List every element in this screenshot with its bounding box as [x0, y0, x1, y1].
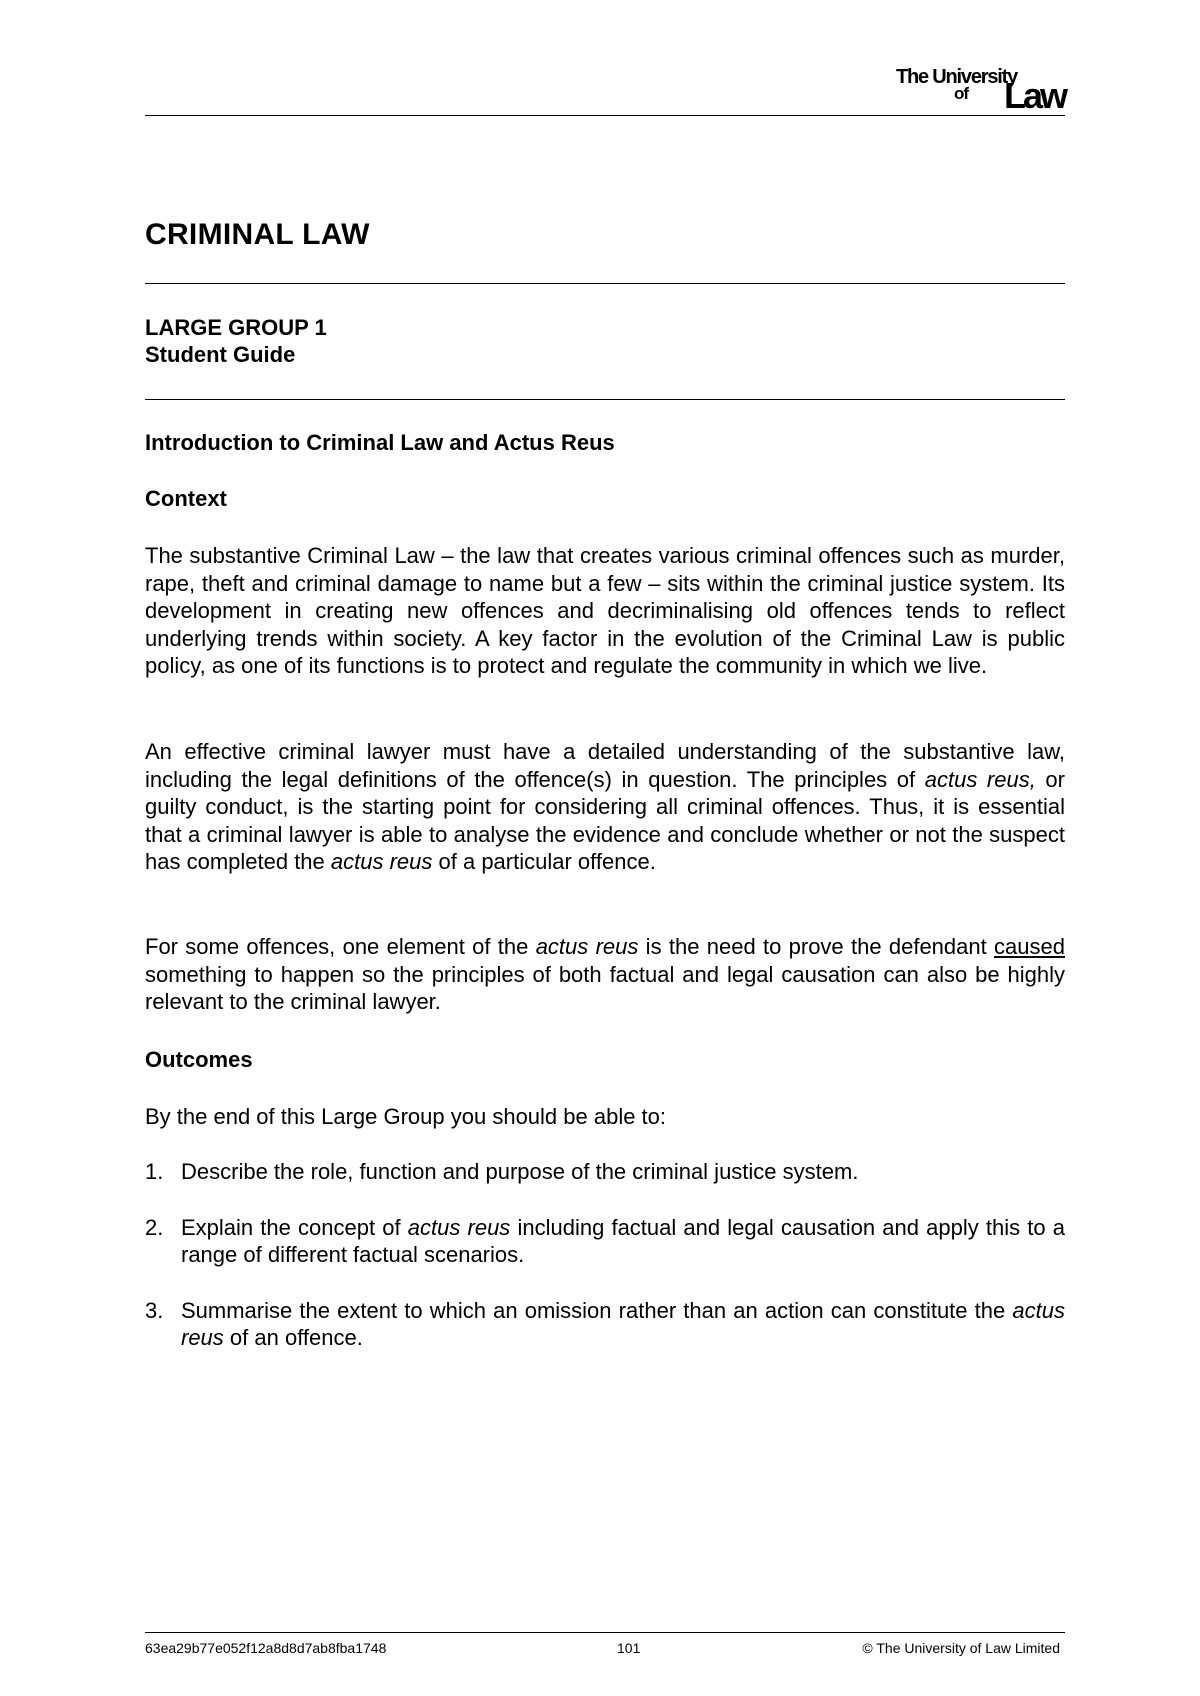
outcome-item-3: [145, 1297, 1065, 1352]
outcome-item-2: [145, 1214, 1065, 1269]
title-divider: [145, 283, 1065, 284]
outcome-number: 3.: [145, 1297, 164, 1323]
context-paragraph-1: The substantive Criminal Law – the law that creates various criminal offences such as murder, rape, theft and criminal damage to name but a few – sits within the criminal justice system. Its development in creating new offences and decriminalising old offences tends to reflect underlying trends within society. A key factor in the evolution of the Criminal Law is public policy, as one of its functions is to protect and regulate the community in which we live.: [145, 543, 1065, 678]
p3-text-a: For some offences, one element of the: [145, 934, 536, 959]
outcome-text: Explain the concept of: [181, 1214, 408, 1240]
outcome-text-continued: including factual and legal causation and apply this to a range of different factual scenarios.: [181, 1214, 1066, 1267]
p3-underlined-caused: caused: [994, 934, 1065, 959]
context-paragraph-3: [145, 933, 1065, 1016]
outcome-text: Describe the role, function and purpose of the criminal justice system.: [181, 1159, 859, 1184]
p2-italic-actus-reus: actus reus,: [924, 766, 1036, 792]
logo-text-of: of: [953, 84, 968, 103]
outcomes-intro: By the end of this Large Group you should be able to:: [145, 1104, 667, 1129]
outcomes-list: [145, 1158, 1065, 1380]
logo-text-the-university: The University: [895, 66, 1017, 88]
outcome-item-1: [145, 1158, 1065, 1186]
outcome-text: Summarise the extent to which an omission rather than an action can constitute the: [181, 1297, 1013, 1323]
context-heading: Context: [145, 486, 227, 511]
university-logo: [850, 66, 1065, 116]
footer-copyright: © The University of Law Limited: [862, 1640, 1060, 1656]
p3-text-e: something to happen so the principles of both factual and legal causation can also be highly relevant to the criminal lawyer.: [145, 961, 1065, 1014]
footer-page-number: 101: [617, 1640, 641, 1656]
document-title: CRIMINAL LAW: [145, 218, 370, 251]
subtitle-large-group: LARGE GROUP 1: [145, 315, 327, 340]
subtitle-student-guide: Student Guide: [145, 342, 296, 367]
header-divider: [145, 115, 1065, 116]
p2-text-a: An effective criminal lawyer must have a detailed understanding of the substantive law, including the legal definitions of the offence(s) in question. The principles of: [145, 739, 1065, 792]
footer-document-id: 63ea29b77e052f12a8d8d7ab8fba1748: [145, 1640, 387, 1656]
footer-divider: [145, 1632, 1065, 1633]
subtitle-divider: [145, 399, 1065, 400]
p2-italic-actus-reus-2: actus reus: [330, 849, 433, 874]
outcomes-heading: Outcomes: [145, 1047, 253, 1072]
context-paragraph-2: [145, 738, 1065, 876]
logo-text-law: Law: [1003, 75, 1065, 116]
outcome-italic-actus-reus: actus reus: [181, 1297, 1065, 1350]
section-title: Introduction to Criminal Law and Actus Reus: [145, 430, 615, 455]
outcome-number: 1.: [145, 1159, 164, 1184]
outcome-text-continued: of an offence.: [223, 1325, 363, 1350]
outcome-italic-actus-reus: actus reus: [407, 1214, 511, 1240]
p2-text-c: or guilty conduct, is the starting point for considering all criminal offences. Thus, it is essential that a criminal lawyer is able to analyse the evidence and conclude whether or not the suspect has completed the: [145, 766, 1065, 874]
outcome-number: 2.: [145, 1214, 164, 1240]
p3-text-c: is the need to prove the defendant: [638, 934, 995, 959]
p2-text-e: of a particular offence.: [432, 849, 656, 874]
p3-italic-actus-reus: actus reus: [535, 934, 639, 959]
